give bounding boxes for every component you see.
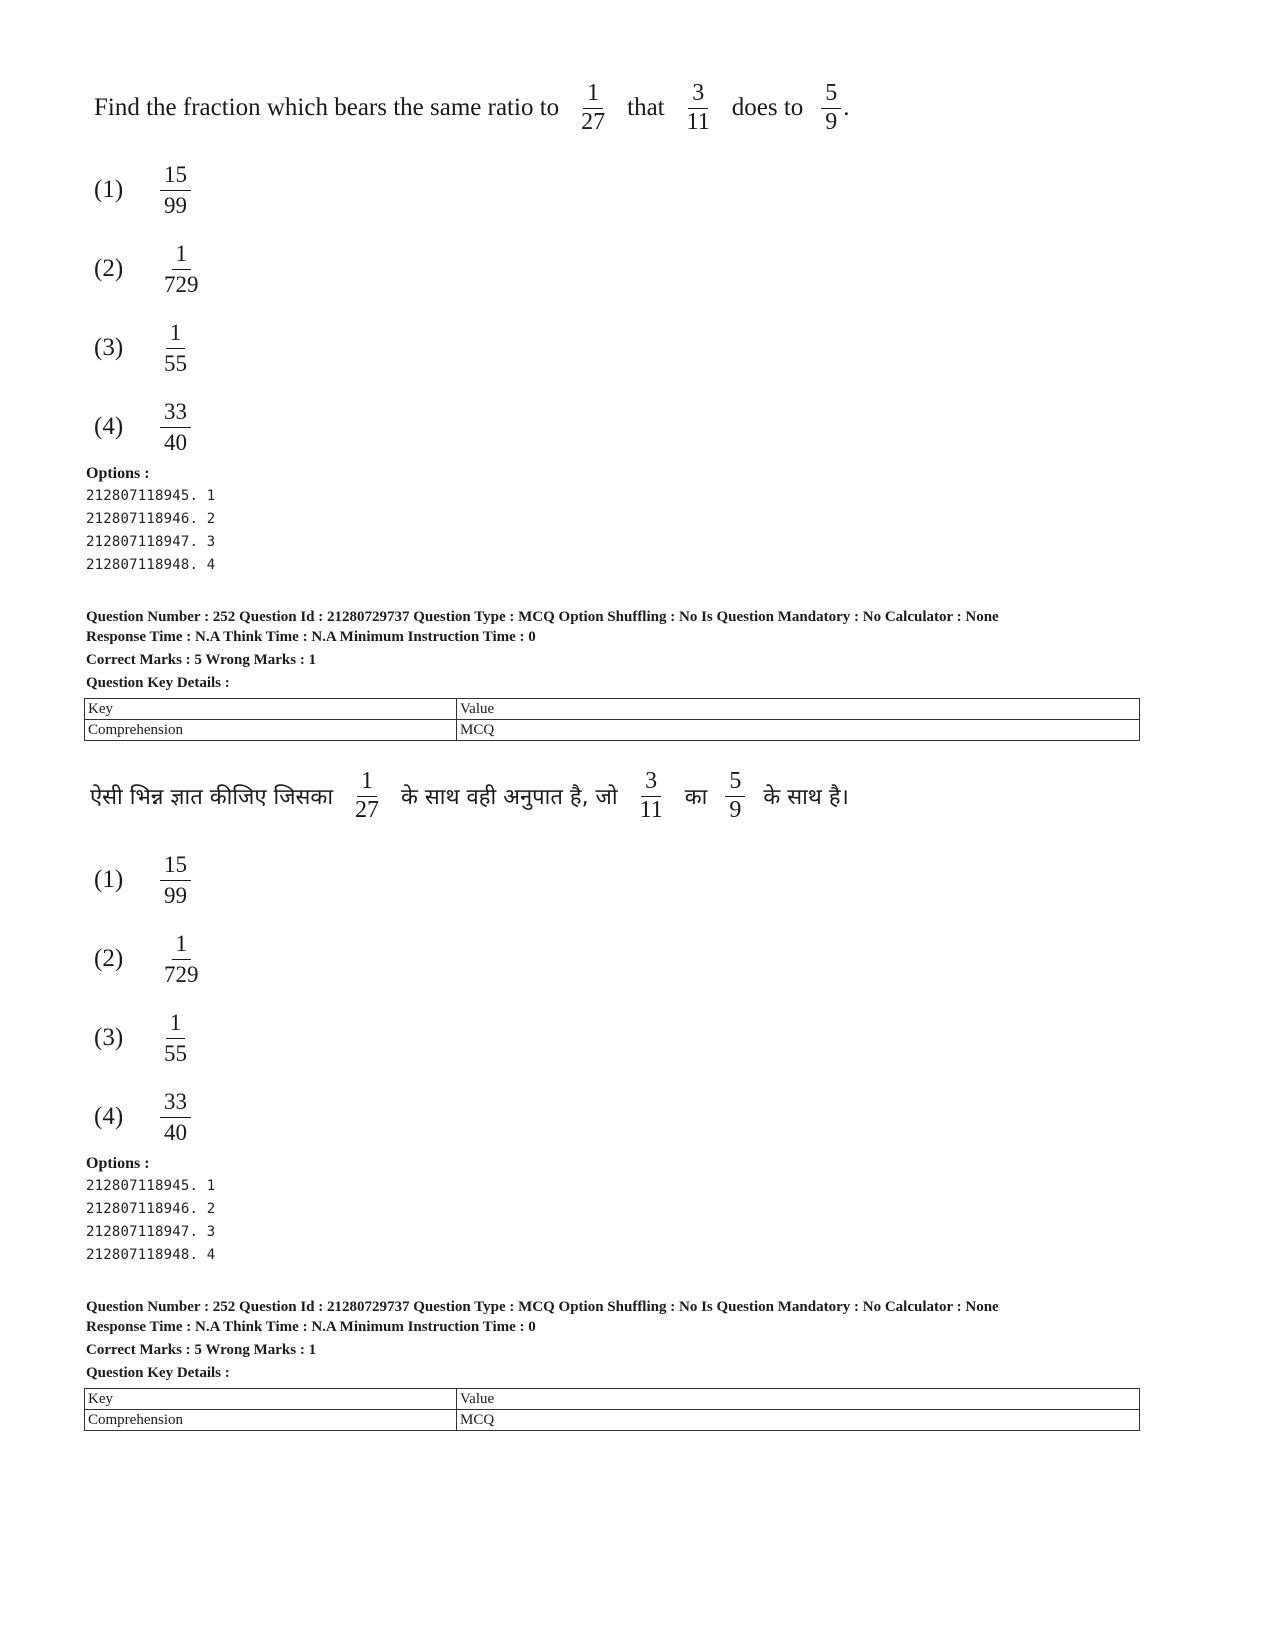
fraction: [160, 1087, 191, 1148]
table-header-cell: Value: [457, 1389, 1140, 1410]
denominator: 27: [581, 108, 606, 135]
question-meta-line: Response Time : N.A Think Time : N.A Minimum Instruction Time : 0: [86, 1319, 536, 1335]
denominator: 27: [355, 796, 380, 823]
denominator: 9: [729, 796, 742, 823]
numerator: 1: [172, 239, 192, 270]
option-code: 212807118948. 4: [86, 557, 216, 573]
fraction: [160, 1008, 191, 1069]
option-label: (1): [94, 866, 124, 893]
numerator: 3: [688, 80, 708, 109]
option-code: 212807118946. 2: [86, 511, 216, 527]
option-label: (1): [94, 176, 124, 203]
denominator: 99: [164, 882, 187, 908]
table-row: [85, 1410, 1140, 1431]
table-row: [85, 720, 1140, 741]
fraction: [725, 768, 745, 824]
numerator: 15: [160, 850, 191, 881]
fraction: [160, 850, 191, 911]
option-1: [94, 845, 191, 915]
denominator: 729: [164, 271, 199, 297]
option-label: (3): [94, 334, 124, 361]
fraction: [160, 239, 203, 300]
question-part: does to: [731, 94, 804, 122]
question-part: के साथ है।: [763, 785, 849, 811]
question-part: ऐसी भिन्न ज्ञात कीजिए जिसका: [90, 785, 334, 811]
question-part: के साथ वही अनुपात है, जो: [401, 785, 618, 811]
option-label: (2): [94, 945, 124, 972]
fraction: [351, 768, 383, 824]
question-part: Find the fraction which bears the same ratio to: [94, 94, 560, 122]
numerator: 1: [583, 80, 603, 109]
denominator: 99: [164, 192, 187, 218]
numerator: 15: [160, 160, 191, 191]
denominator: 11: [686, 108, 710, 135]
option-4: [94, 392, 191, 462]
table-header-cell: Value: [457, 699, 1140, 720]
option-label: (2): [94, 255, 124, 282]
numerator: 3: [641, 768, 661, 797]
options-heading: Options :: [86, 1155, 150, 1172]
key-details-heading: Question Key Details :: [86, 675, 230, 691]
table-cell: Comprehension: [85, 1410, 457, 1431]
question-key-table: [84, 1388, 1140, 1431]
option-label: (3): [94, 1024, 124, 1051]
table-cell: Comprehension: [85, 720, 457, 741]
option-label: (4): [94, 413, 124, 440]
fraction: [160, 318, 191, 379]
numerator: 5: [821, 80, 841, 109]
option-3: [94, 1003, 191, 1073]
fraction: [160, 397, 191, 458]
fraction: [160, 929, 203, 990]
option-4: [94, 1082, 191, 1152]
denominator: 55: [164, 1040, 187, 1066]
question-meta-line: Response Time : N.A Think Time : N.A Minimum Instruction Time : 0: [86, 629, 536, 645]
marks-line: Correct Marks : 5 Wrong Marks : 1: [86, 652, 317, 668]
option-2: [94, 234, 203, 304]
question-text: [90, 768, 859, 824]
table-cell: MCQ: [457, 1410, 1140, 1431]
option-code: 212807118946. 2: [86, 1201, 216, 1217]
denominator: 9: [825, 108, 838, 135]
option-1: [94, 155, 191, 225]
numerator: 1: [166, 1008, 186, 1039]
question-part: .: [843, 94, 850, 122]
option-3: [94, 313, 191, 383]
fraction: [636, 768, 667, 824]
option-code: 212807118948. 4: [86, 1247, 216, 1263]
fraction: [683, 80, 714, 136]
numerator: 33: [160, 397, 191, 428]
fraction: [160, 160, 191, 221]
denominator: 55: [164, 350, 187, 376]
option-code: 212807118945. 1: [86, 488, 216, 504]
denominator: 729: [164, 961, 199, 987]
numerator: 5: [725, 768, 745, 797]
option-code: 212807118947. 3: [86, 1224, 216, 1240]
numerator: 1: [357, 768, 377, 797]
denominator: 11: [639, 796, 663, 823]
numerator: 1: [172, 929, 192, 960]
table-header-row: [85, 699, 1140, 720]
question-part: that: [627, 94, 665, 122]
table-header-cell: Key: [85, 1389, 457, 1410]
option-label: (4): [94, 1103, 124, 1130]
table-cell: MCQ: [457, 720, 1140, 741]
options-heading: Options :: [86, 465, 150, 482]
question-part: का: [684, 785, 708, 811]
option-code: 212807118947. 3: [86, 534, 216, 550]
fraction: [577, 80, 609, 136]
table-header-cell: Key: [85, 699, 457, 720]
question-text: [94, 80, 850, 136]
question-meta-line: Question Number : 252 Question Id : 21280729737 Question Type : MCQ Option Shuffling : No Is Question Mandatory : No Calculator : None: [86, 1299, 999, 1315]
marks-line: Correct Marks : 5 Wrong Marks : 1: [86, 1342, 317, 1358]
option-code: 212807118945. 1: [86, 1178, 216, 1194]
key-details-heading: Question Key Details :: [86, 1365, 230, 1381]
table-header-row: [85, 1389, 1140, 1410]
option-2: [94, 924, 203, 994]
denominator: 40: [164, 1119, 187, 1145]
fraction: [821, 80, 841, 136]
numerator: 1: [166, 318, 186, 349]
question-key-table: [84, 698, 1140, 741]
numerator: 33: [160, 1087, 191, 1118]
denominator: 40: [164, 429, 187, 455]
question-meta-line: Question Number : 252 Question Id : 21280729737 Question Type : MCQ Option Shuffling : No Is Question Mandatory : No Calculator : None: [86, 609, 999, 625]
